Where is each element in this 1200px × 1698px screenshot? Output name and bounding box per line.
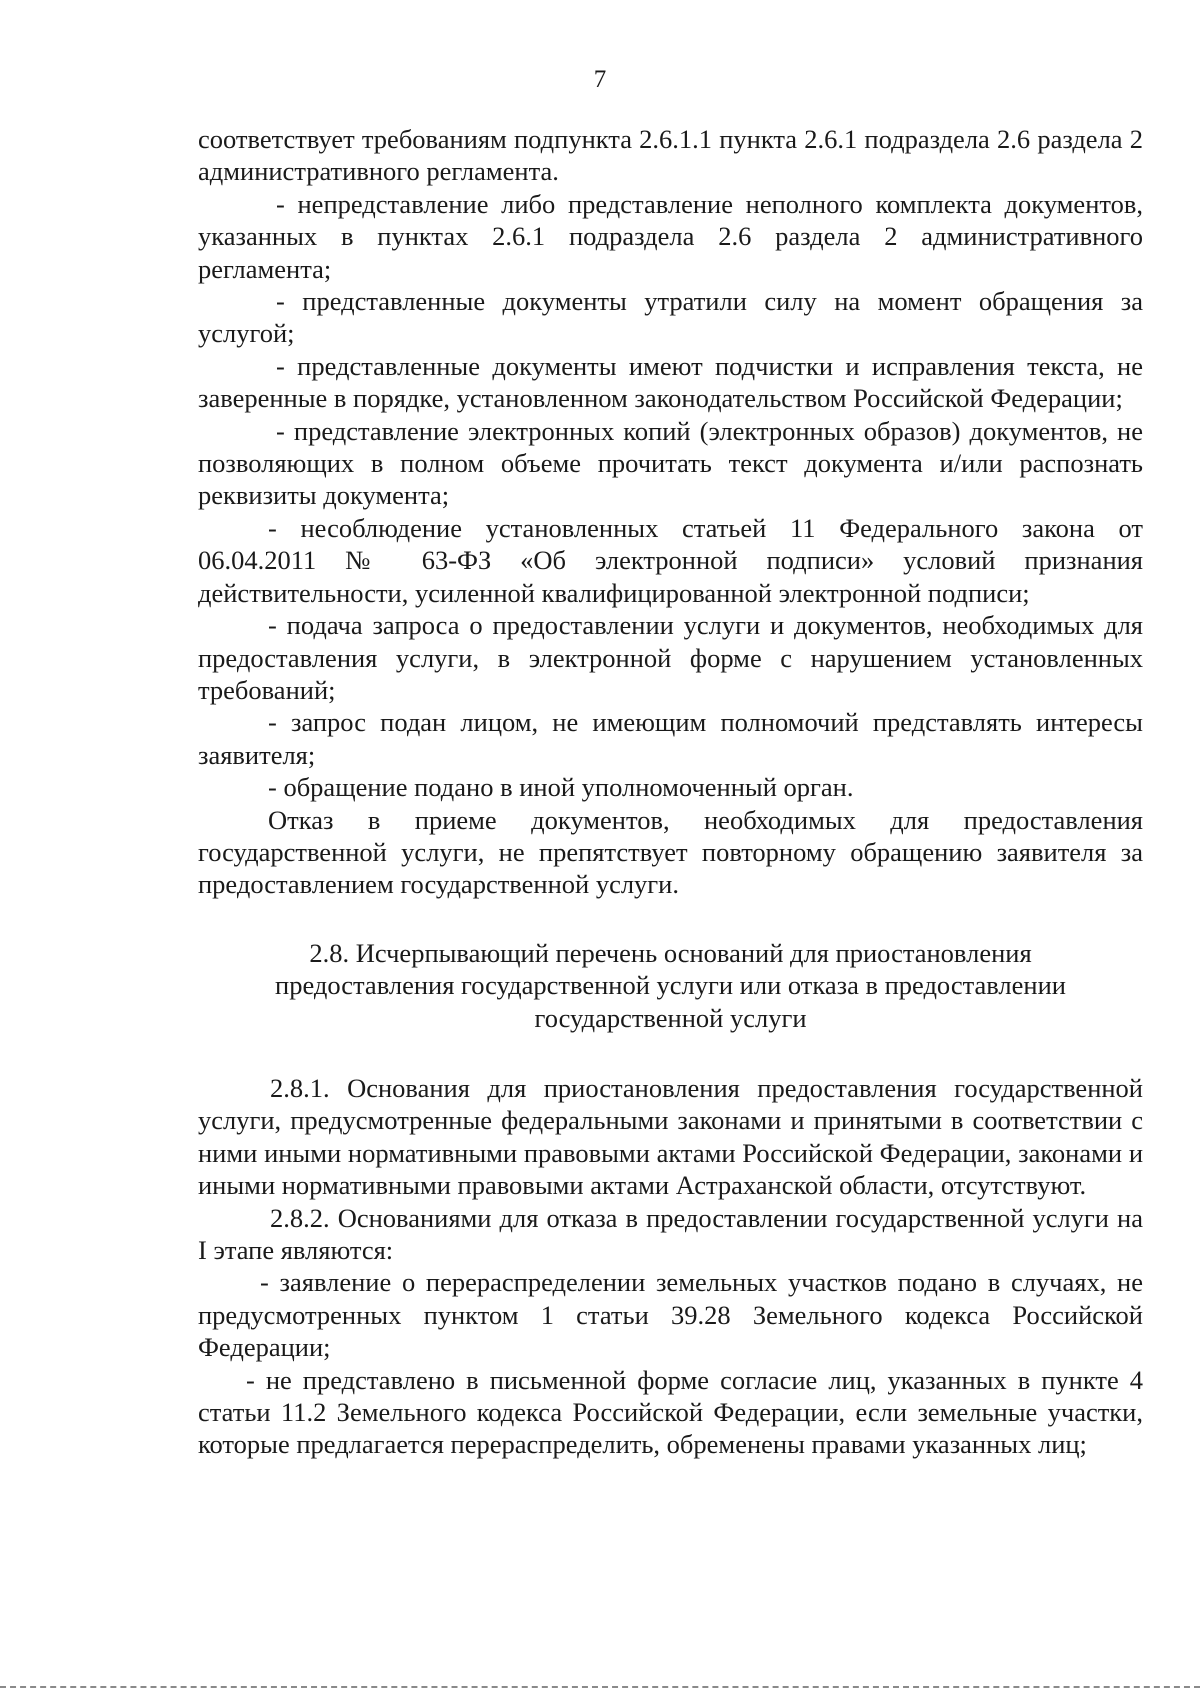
list-item: - подача запроса о предоставлении услуги и документов, необходимых для предоставления услуги, в электронной форме с нарушением установленных требований;: [198, 610, 1143, 705]
paragraph: Отказ в приеме документов, необходимых для предоставления государственной услуги, не препятствует повторному обращению заявителя за предоставлением государственной услуги.: [198, 804, 1143, 900]
page-number: 7: [593, 66, 607, 93]
paragraph: 2.8.1. Основания для приостановления предоставления государственной услуги, предусмотренные федеральными законами и принятыми в соответствии с ними иными нормативными правовыми актами Российской Федерации, законами и иными нормативными правовыми актами Астраханской области, отсутствуют.: [198, 1072, 1143, 1201]
section-heading: 2.8. Исчерпывающий перечень оснований для приостановления предоставления государственной услуги или отказа в предоставлении государственной услуги: [275, 937, 1066, 1033]
list-item: - запрос подан лицом, не имеющим полномочий представлять интересы заявителя;: [198, 707, 1143, 770]
list-item: - представленные документы имеют подчистки и исправления текста, не заверенные в порядке, установленном законодательством Российской Федерации;: [198, 350, 1143, 414]
paragraph: 2.8.2. Основаниями для отказа в предоставлении государственной услуги на I этапе являются:: [198, 1202, 1143, 1265]
list-item: - непредставление либо представление неполного комплекта документов, указанных в пунктах 2.6.1 подраздела 2.6 раздела 2 административного регламента;: [198, 188, 1143, 284]
paragraph-continuation: соответствует требованиям подпункта 2.6.1.1 пункта 2.6.1 подраздела 2.6 раздела 2 административного регламента.: [198, 124, 1143, 187]
document-body: [198, 123, 1143, 1461]
list-item: - обращение подано в иной уполномоченный орган.: [268, 772, 854, 803]
scan-edge-line: [0, 1686, 1200, 1688]
list-item: - не представлено в письменной форме согласие лиц, указанных в пункте 4 статьи 11.2 Земельного кодекса Российской Федерации, если земельные участки, которые предлагается перераспределить, обременены правами указанных лиц;: [198, 1364, 1143, 1460]
list-item: - несоблюдение установленных статьей 11 Федерального закона от 06.04.2011 № 63-ФЗ «Об электронной подписи» условий признания действительности, усиленной квалифицированной электронной подписи;: [198, 512, 1143, 608]
list-item: - представление электронных копий (электронных образов) документов, не позволяющих в полном объеме прочитать текст документа и/или распознать реквизиты документа;: [198, 415, 1143, 511]
list-item: - заявление о перераспределении земельных участков подано в случаях, не предусмотренных пунктом 1 статьи 39.28 Земельного кодекса Российской Федерации;: [198, 1267, 1143, 1363]
list-item: - представленные документы утратили силу на момент обращения за услугой;: [198, 286, 1143, 349]
